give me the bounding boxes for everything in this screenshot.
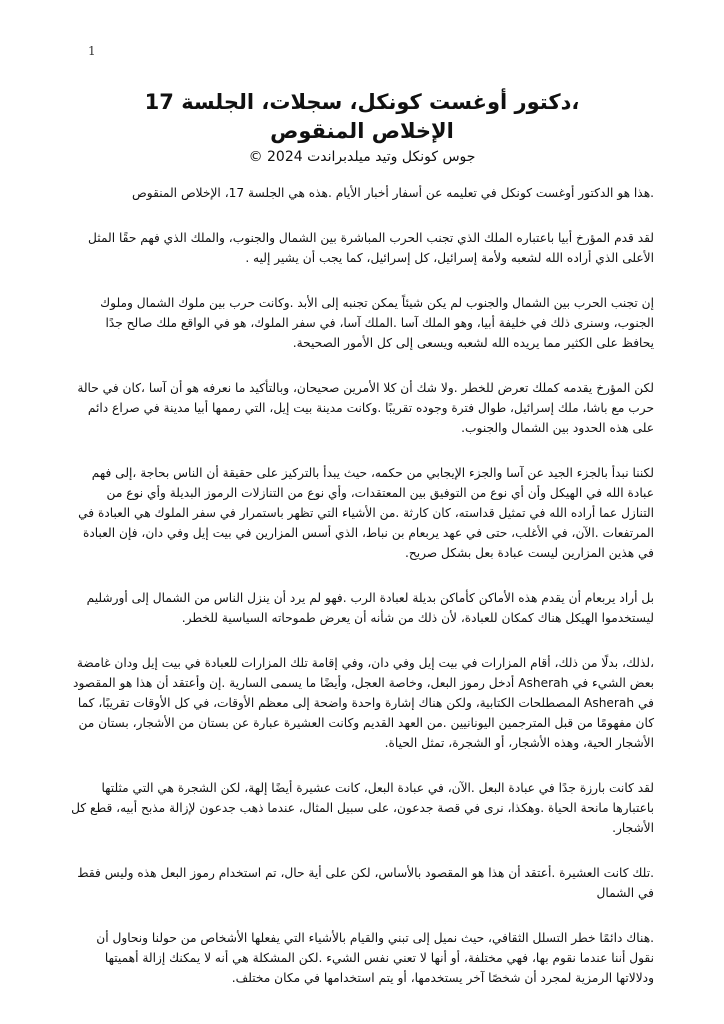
paragraph: بل أراد يربعام أن يقدم هذه الأماكن كأماكن بديلة لعبادة الرب .فهو لم يرد أن ينزل الناس من الشمال إلى أورشليم ليستخدموا الهيكل هناك كمكان للعبادة، لأن ذلك من شأنه أن يعرض طموحاته السياسية للخطر. [86, 591, 654, 625]
paragraph: .هناك دائمًا خطر التسلل الثقافي، حيث نميل إلى تبني والقيام بالأشياء التي يفعلها الأشخاص من حولنا ونحاول أن نقول أننا عندما نقوم بها، فهي مختلفة، أو أنها لا تعني نفس الشيء .لكن المشكلة هي أنه لا يمكنك إزالة أهميتها ودلالاتها الرمزية لمجرد أن شخصًا آخر يستخدمها، أو يتم استخدامها في مكان مختلف. [96, 931, 654, 985]
page-number: 1 [88, 44, 96, 58]
paragraph: لقد كانت بارزة جدًا في عبادة البعل .الآن، في عبادة البعل، كانت عشيرة أيضًا إلهة، لكن الشجرة هي التي مثلتها باعتبارها مانحة الحياة .وهكذا، نرى في قصة جدعون، على سبيل المثال، عندما ذهب جدعون لإزالة مذبح أبيه، قطع كل الأشجار. [71, 781, 654, 835]
document-subtitle: الإخلاص المنقوص [270, 119, 454, 143]
paragraph: .تلك كانت العشيرة .أعتقد أن هذا هو المقصود بالأساس، لكن على أية حال، تم استخدام رموز البعل هذه وليس فقط في الشمال [77, 866, 654, 900]
paragraph: .هذا هو الدكتور أوغست كونكل في تعليمه عن أسفار أخبار الأيام .هذه هي الجلسة 17، الإخلاص المنقوص [132, 186, 654, 200]
paragraph: إن تجنب الحرب بين الشمال والجنوب لم يكن شيئاً يمكن تجنبه إلى الأبد .وكانت حرب بين ملوك الشمال وملوك الجنوب، وسنرى ذلك في خليفة أبيا، وهو الملك آسا .الملك آسا، في سفر الملوك، هو في الواقع ملك صالح جدًا يحافظ على الكثير مما يريده الله لشعبه ويسعى إلى كل الأمور الصحيحة. [100, 296, 654, 350]
paragraph: لكن المؤرخ يقدمه كملك تعرض للخطر .ولا شك أن كلا الأمرين صحيحان، وبالتأكيد ما نعرفه هو أن آسا ،كان في حالة حرب مع باشا، ملك إسرائيل، طوال فترة وجوده تقريبًا .وكانت مدينة بيت إيل، التي رممها أبيا مدينة في صراع دائم على هذه الحدود بين الشمال والجنوب. [77, 381, 654, 435]
document-header [0, 88, 724, 168]
document-body [70, 183, 654, 1013]
paragraph: ،لذلك، بدلًا من ذلك، أقام المزارات في بيت إيل وفي دان، وفي إقامة تلك المزارات للعبادة في بيت إيل ودان غامضة بعض الشيء في Asherah أدخل رموز البعل، وخاصة العجل، وأيضًا ما يسمى السارية .إن وأعتقد أن هذا هو المقصود في Asherah المصطلحات الكتابية، ولكن هناك إشارة واحدة واضحة إلى معظم الأوقات، في كل الأوقات تقريبًا، كما كان مفهومًا من قبل المترجمين اليونانيين .من العهد القديم وكانت العشيرة عبارة عن بستان من الأشجار، بستان من الأشجار الحية، وهذه الأشجار، أو الشجرة، تمثل الحياة. [73, 656, 654, 750]
paragraph: لكننا نبدأ بالجزء الجيد عن آسا والجزء الإيجابي من حكمه، حيث يبدأ بالتركيز على حقيقة أن الناس بحاجة ،إلى فهم عبادة الله في الهيكل وأن أي نوع من التوفيق بين المعتقدات، وأي نوع من التنازلات الرموز البديلة وأي نوع من التنازل عما أراده الله في تمثيل قداسته، كان كارثة .من الأشياء التي تظهر باستمرار في سفر الملوك هي العبادة في المرتفعات .الآن، في الأغلب، حتى في عهد يربعام بن نباط، الذي أسس المزارين في بيت إيل وفي دان، فإن العبادة في هذين المزارين ليست عبادة بعل بشكل صريح. [78, 466, 654, 560]
copyright-line: جوس كونكل وتيد ميلدبراندت 2024 © [248, 149, 476, 165]
document-title: ،دكتور أوغست كونكل، سجلات، الجلسة 17 [144, 90, 580, 114]
paragraph: لقد قدم المؤرخ أبيا باعتباره الملك الذي تجنب الحرب المباشرة بين الشمال والجنوب، والملك الذي فهم حقًا المثل الأعلى الذي أراده الله لشعبه ولأمة إسرائيل، كل إسرائيل، كما يجب أن يشير إليه . [88, 231, 654, 265]
